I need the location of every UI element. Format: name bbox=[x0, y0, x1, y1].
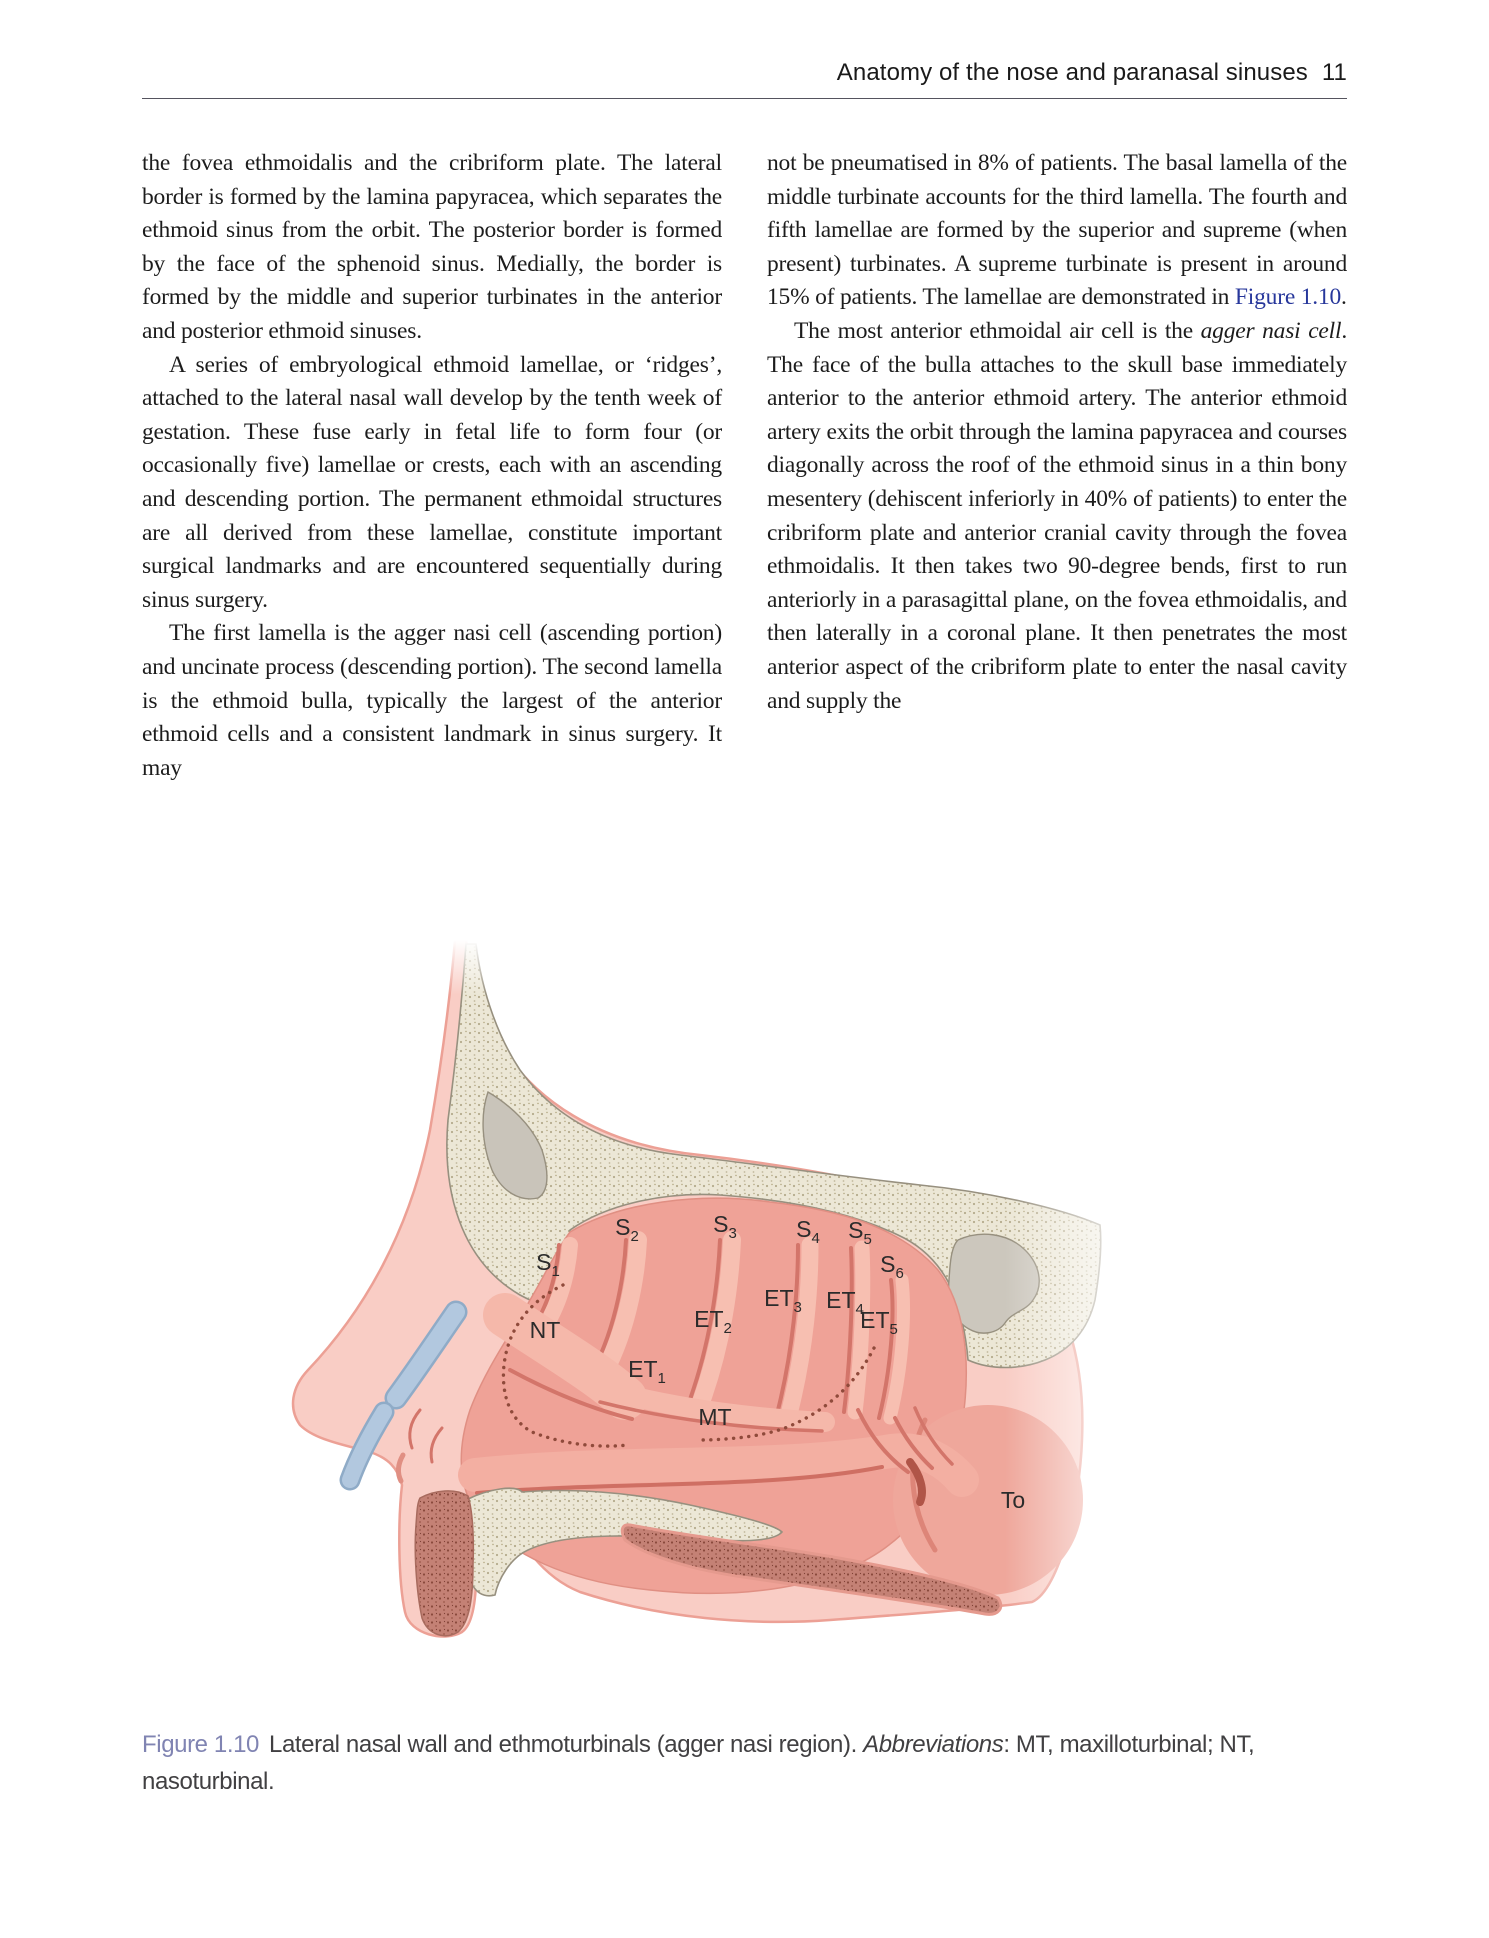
figure-label-MT: MT bbox=[698, 1404, 732, 1430]
paragraph bbox=[142, 617, 722, 785]
text-run: . The face of the bulla attaches to the skull base immediately anterior to the anterior ethmoid artery. The anterior ethmoid artery exits the orbit through the lamina papyracea and courses diagonally across the roof of the ethmoid sinus in a thin bony mesentery (dehiscent inferiorly in 40% of patients) to enter the cribriform plate and anterior cranial cavity through the fovea ethmoidalis. It then takes two 90-degree bends, first to run anteriorly in a parasagittal plane, on the fovea ethmoidalis, and then laterally in a coronal plane. It then penetrates the most anterior aspect of the cribriform plate to enter the nasal cavity and supply the bbox=[767, 317, 1347, 714]
figure-label-S6: $S_6$ bbox=[880, 1251, 904, 1282]
right-fade bbox=[1005, 940, 1180, 1650]
figure-1-10-illustration bbox=[270, 940, 1180, 1650]
paragraph bbox=[767, 315, 1347, 718]
premaxilla-bone bbox=[415, 1491, 473, 1636]
figure-1-10 bbox=[270, 940, 1180, 1650]
text-run: agger nasi cell bbox=[1200, 317, 1342, 344]
text-run: not be pneumatised in 8% of patients. The basal lamella of the middle turbinate accounts for the third lamella. The fourth and fifth lamellae are formed by the superior and supreme (when present) turbinates. A supreme turbinate is present in around 15% of patients. The lamellae are demonstrated in bbox=[767, 150, 1347, 311]
running-head bbox=[142, 58, 1347, 88]
page-number: 11 bbox=[1321, 59, 1347, 86]
top-fade bbox=[390, 940, 610, 995]
text-run: The most anterior ethmoidal air cell is the bbox=[794, 317, 1201, 344]
text-run: . bbox=[1341, 284, 1347, 311]
paragraph bbox=[767, 147, 1347, 315]
figure-label-S3: $S_3$ bbox=[713, 1211, 737, 1242]
figure-label-ET1: $ET_1$ bbox=[628, 1356, 666, 1387]
text-column-left bbox=[142, 147, 722, 785]
paragraph bbox=[142, 349, 722, 618]
paragraph bbox=[142, 147, 722, 349]
figure-label-ET3: $ET_3$ bbox=[764, 1285, 802, 1316]
text-run: the fovea ethmoidalis and the cribriform plate. The lateral border is formed by the lamina papyracea, which separates the ethmoid sinus from the orbit. The posterior border is formed by the face of the sphenoid sinus. Medially, the border is formed by the middle and superior turbinates in the anterior and posterior ethmoid sinuses. bbox=[142, 150, 722, 344]
figure-label-S4: $S_4$ bbox=[796, 1216, 820, 1247]
figure-label-ET4: $ET_4$ bbox=[826, 1287, 864, 1318]
text-run: Figure 1.10 bbox=[142, 1731, 260, 1758]
figure-label-S5: $S_5$ bbox=[848, 1217, 872, 1248]
figure-caption bbox=[142, 1726, 1357, 1800]
header-rule bbox=[142, 98, 1347, 99]
article-body bbox=[142, 147, 1347, 785]
figure-reference-link[interactable]: Figure 1.10 bbox=[1234, 284, 1342, 311]
running-head-title: Anatomy of the nose and paranasal sinuses bbox=[836, 59, 1308, 86]
figure-label-To: To bbox=[1000, 1487, 1026, 1513]
text-column-right bbox=[767, 147, 1347, 785]
text-run: Abbreviations bbox=[863, 1731, 1004, 1758]
text-run: : MT, maxilloturbinal; NT, nasoturbinal. bbox=[142, 1731, 1255, 1795]
text-run: A series of embryological ethmoid lamellae, or ‘ridges’, attached to the lateral nasal wall develop by the tenth week of gestation. These fuse early in fetal life to form four (or occasionally five) lamellae or crests, each with an ascending and descending portion. The permanent ethmoidal structures are all derived from these lamellae, constitute important surgical landmarks and are encountered sequentially during sinus surgery. bbox=[142, 351, 722, 613]
figure-label-ET2: $ET_2$ bbox=[694, 1306, 732, 1337]
figure-label-NT: NT bbox=[529, 1317, 561, 1343]
figure-label-S1: $S_1$ bbox=[536, 1249, 560, 1280]
text-run: The first lamella is the agger nasi cell (ascending portion) and uncinate process (descending portion). The second lamella is the ethmoid bulla, typically the largest of the anterior ethmoid cells and a consistent landmark in sinus surgery. It may bbox=[142, 620, 722, 781]
figure-label-S2: $S_2$ bbox=[615, 1214, 639, 1245]
figure-label-ET5: $ET_5$ bbox=[860, 1307, 898, 1338]
text-run: Lateral nasal wall and ethmoturbinals (agger nasi region). bbox=[269, 1731, 864, 1758]
